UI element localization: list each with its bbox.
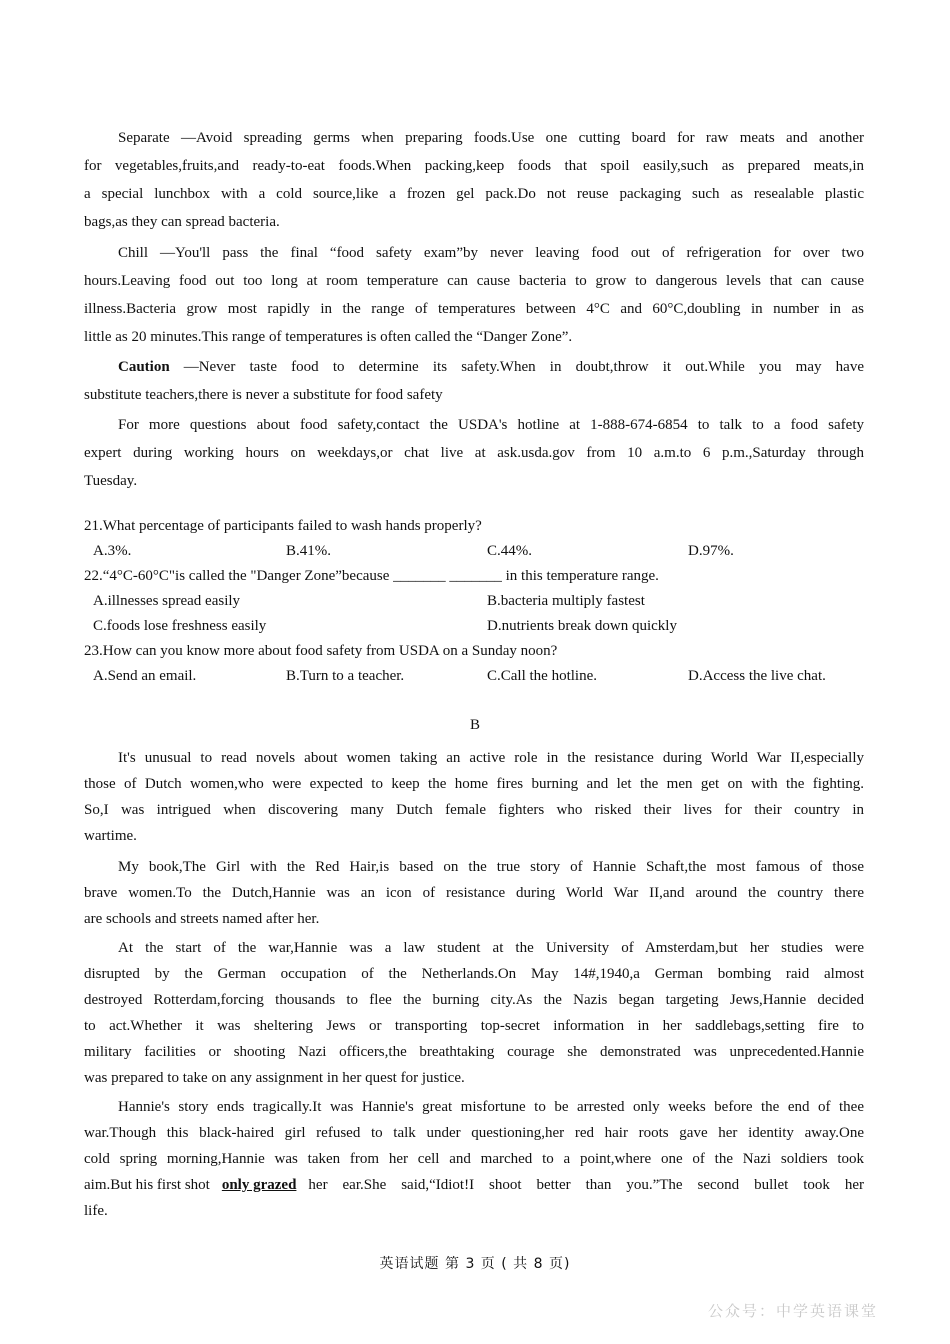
answer-option: A.Send an email. bbox=[93, 668, 197, 684]
text-line: At the start of the war,Hannie was a law student at the University of Amsterdam,but her studies were bbox=[118, 940, 864, 956]
text-line: My book,The Girl with the Red Hair,is based on the true story of Hannie Schaft,the most famous of those bbox=[118, 859, 864, 875]
answer-option: C.44%. bbox=[487, 543, 532, 559]
answer-option: A.3%. bbox=[93, 543, 132, 559]
text-line: to act.Whether it was sheltering Jews or transporting top-secret information in her saddlebags,setting fire to bbox=[84, 1018, 864, 1034]
text-line bbox=[84, 353, 864, 381]
question-stem: 23.How can you know more about food safety from USDA on a Sunday noon? bbox=[84, 643, 558, 659]
text-line: war.Though this black-haired girl refused to talk under questioning,her red hair roots gave her identity away.One bbox=[84, 1125, 864, 1141]
text: aim.But his first shot bbox=[84, 1177, 210, 1193]
paragraph bbox=[84, 411, 864, 495]
text-line: cold spring morning,Hannie was taken from her cell and marched to a point,where one of the Nazi soldiers took bbox=[84, 1151, 864, 1167]
paragraph bbox=[84, 353, 864, 409]
paragraph bbox=[84, 745, 864, 849]
caution-label: Caution bbox=[118, 359, 170, 375]
answer-option: B.41%. bbox=[286, 543, 331, 559]
answer-option: C.Call the hotline. bbox=[487, 668, 597, 684]
text-line: bags,as they can spread bacteria. bbox=[84, 214, 280, 230]
text-line: Separate —Avoid spreading germs when preparing foods.Use one cutting board for raw meats and another bbox=[118, 130, 864, 146]
text-line: military facilities or shooting Nazi officers,the breathtaking courage she demonstrated was unprecedented.Hannie bbox=[84, 1044, 864, 1060]
text-line: life. bbox=[84, 1203, 108, 1219]
paragraph bbox=[84, 935, 864, 1091]
answer-option: B.Turn to a teacher. bbox=[286, 668, 405, 684]
watermark: 公众号：中学英语课堂 bbox=[708, 1302, 879, 1320]
answer-option: A.illnesses spread easily bbox=[93, 593, 241, 609]
text-line: So,I was intrigued when discovering many Dutch female fighters who risked their lives for their country in bbox=[84, 802, 864, 818]
text-line: a special lunchbox with a cold source,like a frozen gel pack.Do not reuse packaging such as resealable plastic bbox=[84, 186, 864, 202]
text-line: illness.Bacteria grow most rapidly in the range of temperatures between 4°C and 60°C,doubling in number in as bbox=[84, 301, 864, 317]
text-line: Chill —You'll pass the final “food safety exam”by never leaving food out of refrigeration for over two bbox=[118, 245, 864, 261]
section-b-heading: B bbox=[469, 717, 480, 733]
text-line: brave women.To the Dutch,Hannie was an icon of resistance during World War II,and around the country there bbox=[84, 885, 864, 901]
text-line: was prepared to take on any assignment in her quest for justice. bbox=[84, 1070, 465, 1086]
answer-option: D.Access the live chat. bbox=[688, 668, 826, 684]
text-line: For more questions about food safety,contact the USDA's hotline at 1-888-674-6854 to talk to a food safety bbox=[118, 417, 864, 433]
text-line: disrupted by the German occupation of the Netherlands.On May 14#,1940,a German bombing raid almost bbox=[84, 966, 864, 982]
text-line: substitute teachers,there is never a substitute for food safety bbox=[84, 387, 443, 403]
underlined-phrase: only grazed bbox=[221, 1177, 297, 1193]
text-line: expert during working hours on weekdays,or chat live at ask.usda.gov from 10 a.m.to 6 p.m.,Saturday through bbox=[84, 445, 864, 461]
paragraph bbox=[84, 1094, 864, 1224]
paragraph bbox=[84, 854, 864, 932]
text-line: little as 20 minutes.This range of temperatures is often called the “Danger Zone”. bbox=[84, 329, 573, 345]
text-line: for vegetables,fruits,and ready-to-eat foods.When packing,keep foods that spoil easily,such as prepared meats,in bbox=[84, 158, 864, 174]
text-line: Tuesday. bbox=[84, 473, 138, 489]
answer-option: D.nutrients break down quickly bbox=[487, 618, 677, 634]
text-line: destroyed Rotterdam,forcing thousands to flee the burning city.As the Nazis began targeting Jews,Hannie decided bbox=[84, 992, 864, 1008]
text-line: wartime. bbox=[84, 828, 137, 844]
text-line: Hannie's story ends tragically.It was Hannie's great misfortune to be arrested only weeks before the end of thee bbox=[118, 1099, 864, 1115]
text-line bbox=[84, 1172, 864, 1198]
text-line: It's unusual to read novels about women taking an active role in the resistance during World War II,especially bbox=[118, 750, 864, 766]
text-line: hours.Leaving food out too long at room temperature can cause bacteria to grow to dangerous levels that can cause bbox=[84, 273, 864, 289]
answer-option: C.foods lose freshness easily bbox=[93, 618, 267, 634]
text: her ear.She said,“Idiot!I shoot better than you.”The second bullet took her bbox=[308, 1177, 864, 1193]
text-line: those of Dutch women,who were expected to keep the home fires burning and let the men get on with the fighting. bbox=[84, 776, 864, 792]
answer-option: D.97%. bbox=[688, 543, 734, 559]
paragraph bbox=[84, 239, 864, 351]
question-stem: 22.“4°C-60°C"is called the "Danger Zone”because _______ _______ in this temperature range. bbox=[84, 568, 659, 584]
paragraph bbox=[84, 124, 864, 236]
question-stem: 21.What percentage of participants failed to wash hands properly? bbox=[84, 518, 482, 534]
page-footer: 英语试题 第 3 页 ( 共 8 页) bbox=[379, 1256, 571, 1272]
answer-option: B.bacteria multiply fastest bbox=[487, 593, 645, 609]
text: —Never taste food to determine its safety.When in doubt,throw it out.While you may have bbox=[183, 359, 864, 375]
text-line: are schools and streets named after her. bbox=[84, 911, 320, 927]
